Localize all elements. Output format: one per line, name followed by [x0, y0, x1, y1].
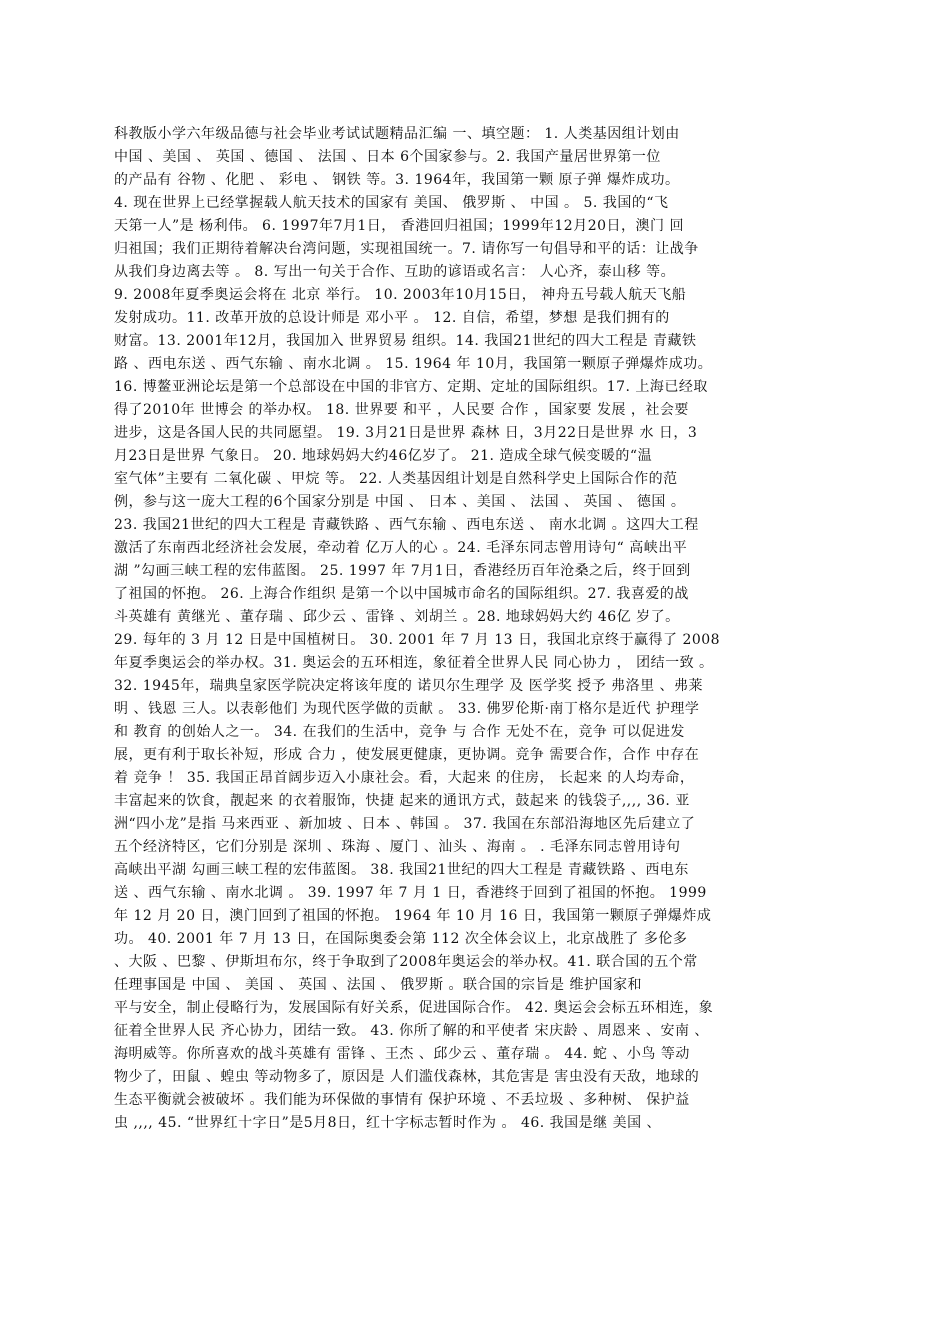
text-line: 16. 博鳌亚洲论坛是第一个总部设在中国的非官方、定期、定址的国际组织。17. 上海已经取 — [114, 379, 708, 395]
text-line: 从我们身边离去等 。 8. 写出一句关于合作、互助的谚语或名言： 人心齐，泰山移 等。 — [114, 264, 676, 280]
text-line: 洲“四小龙”是指 马来西亚 、新加坡 、日本 、韩国 。 37. 我国在东部沿海地区先后建立了 — [114, 816, 696, 832]
text-line: 的产品有 谷物 、化肥 、 彩电 、 钢铁 等。3. 1964年，我国第一颗 原子弹 爆炸成功。 — [114, 172, 680, 188]
text-line: 32. 1945年，瑞典皇家医学院决定将该年度的 诺贝尔生理学 及 医学奖 授予 弗洛里 、弗莱 — [114, 678, 704, 694]
text-line: 9. 2008年夏季奥运会将在 北京 举行。 10. 2003年10月15日， 神舟五号载人航天飞船 — [114, 287, 687, 303]
text-line: 23. 我国21世纪的四大工程是 青藏铁路 、西气东输 、西电东送 、 南水北调 。这四大工程 — [114, 517, 699, 533]
text-line: 平与安全，制止侵略行为，发展国际有好关系，促进国际合作。 42. 奥运会会标五环相连，象 — [114, 1000, 714, 1016]
text-line: 室气体”主要有 二氧化碳 、甲烷 等。 22. 人类基因组计划是自然科学史上国际合作的范 — [114, 471, 678, 487]
text-line: 高峡出平湖 勾画三峡工程的宏伟蓝图。 38. 我国21世纪的四大工程是 青藏铁路 、西电东 — [114, 862, 689, 878]
text-line: 展，更有利于取长补短，形成 合力 ，使发展更健康，更协调。竞争 需要合作，合作 中存在 — [114, 747, 700, 763]
text-line: 征着全世界人民 齐心协力，团结一致。 43. 你所了解的和平使者 宋庆龄 、周恩来 、安南 、 — [114, 1023, 709, 1039]
text-line: 了祖国的怀抱。 26. 上海合作组织 是第一个以中国城市命名的国际组织。27. 我喜爱的战 — [114, 586, 689, 602]
text-line: 路 、西电东送 、西气东输 、南水北调 。 15. 1964 年 10月，我国第一颗原子弹爆炸成功。 — [114, 356, 713, 372]
text-line: 例，参与这一庞大工程的6个国家分别是 中国 、 日本 、美国 、 法国 、 英国 、 德国 。 — [114, 494, 686, 510]
text-line: 中国 、美国 、 英国 、德国 、 法国 、日本 6个国家参与。2. 我国产量居世界第一位 — [114, 149, 661, 165]
text-line: 4. 现在世界上已经掌握载人航天技术的国家有 美国、 俄罗斯 、 中国 。 5. 我国的“飞 — [114, 195, 669, 211]
text-line: 年 12 月 20 日，澳门回到了祖国的怀抱。 1964 年 10 月 16 日，我国第一颗原子弹爆炸成 — [114, 908, 712, 924]
text-line: 明 、钱恩 三人。以表彰他们 为现代医学做的贡献 。 33. 佛罗伦斯·南丁格尔是近代 护理学 — [114, 701, 700, 717]
text-line: 科教版小学六年级品德与社会毕业考试试题精品汇编 一、填空题： 1. 人类基因组计划由 — [114, 126, 680, 142]
text-line: 着 竞争 ！ 35. 我国正昂首阔步迈入小康社会。看，大起来 的住房， 长起来 的人均寿命， — [114, 770, 695, 786]
text-line: 任理事国是 中国 、 美国 、 英国 、法国 、 俄罗斯 。联合国的宗旨是 维护国家和 — [114, 977, 642, 993]
text-line: 天第一人”是 杨利伟。 6. 1997年7月1日， 香港回归祖国；1999年12月20日，澳门 回 — [114, 218, 684, 234]
text-line: 功。 40. 2001 年 7 月 13 日，在国际奥委会第 112 次全体会议上，北京战胜了 多伦多 — [114, 931, 688, 947]
text-line: 五个经济特区，它们分别是 深圳 、珠海 、厦门 、汕头 、海南 。 . 毛泽东同志曾用诗句 — [114, 839, 681, 855]
text-line: 斗英雄有 黄继光 、董存瑞 、邱少云 、雷锋 、刘胡兰 。28. 地球妈妈大约 46亿 岁了。 — [114, 609, 680, 625]
text-line: 激活了东南西北经济社会发展，牵动着 亿万人的心 。24. 毛泽东同志曾用诗句“ 高峡出平 — [114, 540, 688, 556]
text-line: 发射成功。11. 改革开放的总设计师是 邓小平 。 12. 自信，希望，梦想 是我们拥有的 — [114, 310, 670, 326]
text-line: 进步，这是各国人民的共同愿望。 19. 3月21日是世界 森林 日，3月22日是世界 水 日，3 — [114, 425, 698, 441]
text-line: 29. 每年的 3 月 12 日是中国植树日。 30. 2001 年 7 月 13 日，我国北京终于赢得了 2008 — [114, 632, 721, 648]
text-line: 、大阪 、巴黎 、伊斯坦布尔，终于争取到了2008年奥运会的举办权。41. 联合国的五个常 — [114, 954, 698, 970]
text-line: 月23日是世界 气象日。 20. 地球妈妈大约46亿岁了。 21. 造成全球气候变暖的“温 — [114, 448, 653, 464]
text-line: 虫 ,,,, 45. “世界红十字日”是5月8日，红十字标志暂时作为 。 46. 我国是继 美国 、 — [114, 1115, 662, 1131]
text-line: 年夏季奥运会的举办权。31. 奥运会的五环相连，象征着全世界人民 同心协力 ， 团结一致 。 — [114, 655, 714, 671]
document-body — [114, 123, 815, 1135]
text-line: 财富。13. 2001年12月，我国加入 世界贸易 组织。14. 我国21世纪的四大工程是 青藏铁 — [114, 333, 697, 349]
text-line: 物少了，田鼠 、蝗虫 等动物多了，原因是 人们滥伐森林，其危害是 害虫没有天敌，地球的 — [114, 1069, 700, 1085]
text-line: 生态平衡就会被破坏 。我们能为环保做的事情有 保护环境 、不丢垃圾 、多种树、 保护益 — [114, 1092, 690, 1108]
text-line: 送 、西气东输 、南水北调 。 39. 1997 年 7 月 1 日，香港终于回到了祖国的怀抱。 1999 — [114, 885, 707, 901]
text-line: 和 教育 的创始人之一。 34. 在我们的生活中，竞争 与 合作 无处不在，竞争 可以促进发 — [114, 724, 685, 740]
text-line: 海明威等。你所喜欢的战斗英雄有 雷锋 、王杰 、邱少云 、董存瑞 。 44. 蛇 、小鸟 等动 — [114, 1046, 690, 1062]
text-line: 归祖国；我们正期待着解决台湾问题，实现祖国统一。7. 请你写一句倡导和平的话：让战争 — [114, 241, 699, 257]
text-line: 丰富起来的饮食，靓起来 的衣着服饰，快捷 起来的通讯方式，鼓起来 的钱袋子,,,, 36. 亚 — [114, 793, 690, 809]
text-line: 得了2010年 世博会 的举办权。 18. 世界要 和平 ，人民要 合作 ，国家要 发展 ，社会要 — [114, 402, 689, 418]
text-line: 湖 ”勾画三峡工程的宏伟蓝图。 25. 1997 年 7月1日，香港经历百年沧桑之后，终于回到 — [114, 563, 691, 579]
